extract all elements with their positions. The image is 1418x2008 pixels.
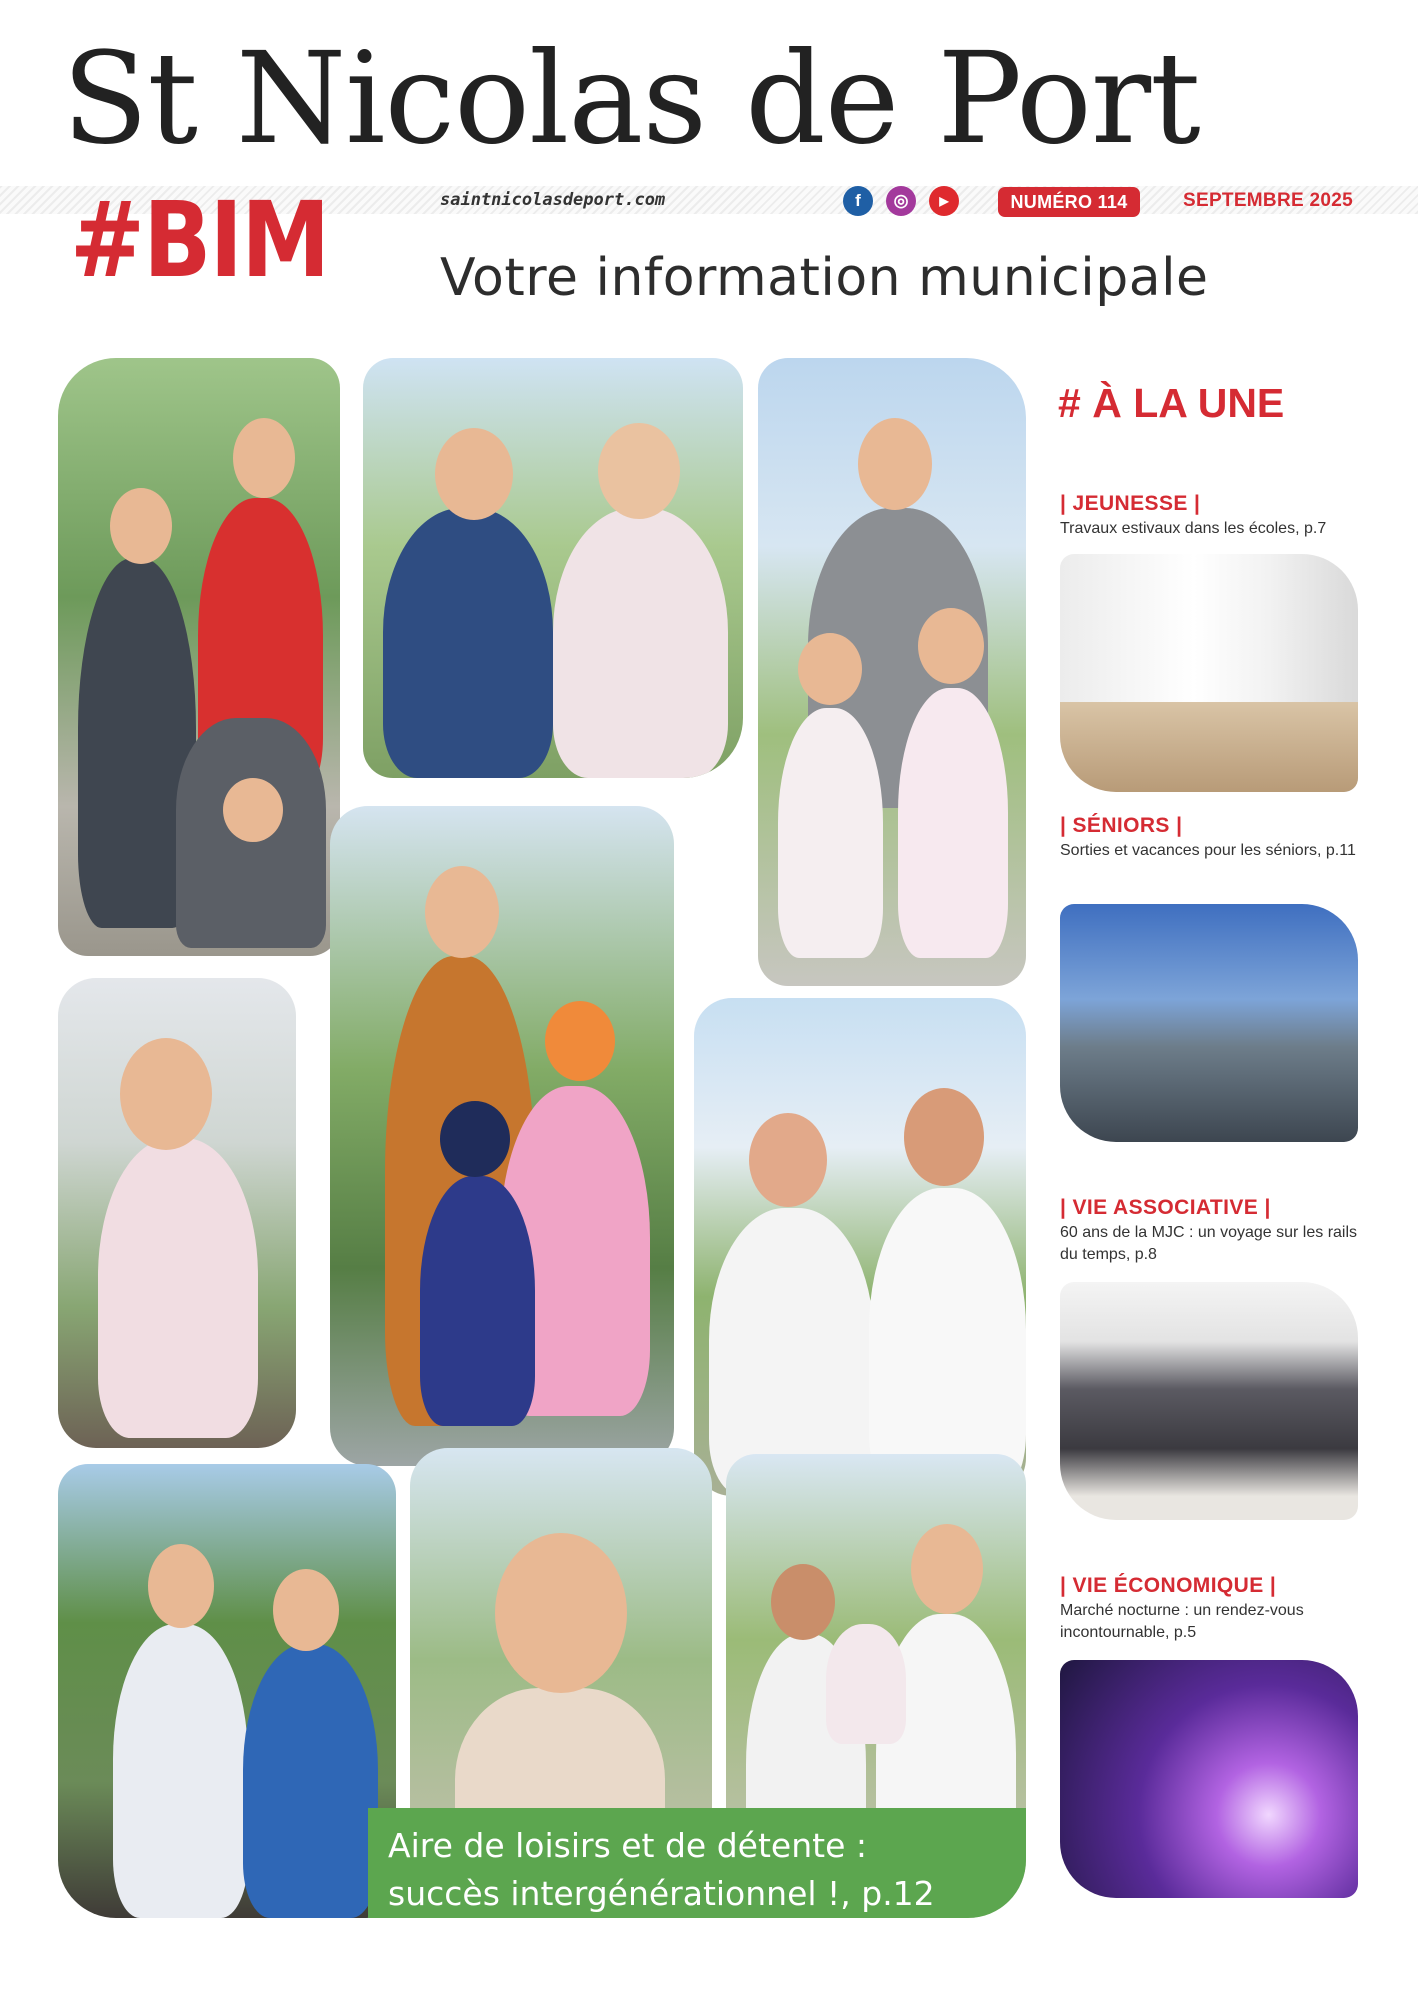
photo-teen-boys-bikes [58, 1464, 396, 1918]
facebook-icon[interactable]: f [843, 186, 873, 216]
photo-senior-couple [363, 358, 743, 778]
social-links [843, 186, 959, 216]
sidebar-image-mjc-celebration [1060, 1282, 1358, 1520]
sidebar-category: | VIE ÉCONOMIQUE | [1060, 1574, 1277, 1597]
tagline: Votre information municipale [440, 248, 1209, 308]
website-link[interactable]: saintnicolasdeport.com [440, 190, 666, 210]
sidebar-item-vie-economique[interactable] [1060, 1574, 1360, 1644]
photo-family-stroller [58, 358, 340, 956]
sidebar-image-school-corridor [1060, 554, 1358, 792]
sidebar-item-vie-associative[interactable] [1060, 1196, 1360, 1266]
sidebar-title: # À LA UNE [1058, 380, 1285, 426]
sidebar-category: | JEUNESSE | [1060, 492, 1201, 515]
masthead [62, 25, 1362, 172]
cover-caption-line1: Aire de loisirs et de détente : [388, 1826, 867, 1865]
cover-photo-collage [58, 358, 1026, 1918]
sidebar-image-night-market [1060, 1660, 1358, 1898]
issue-date: SEPTEMBRE 2025 [1183, 190, 1353, 211]
cover-caption [368, 1808, 1026, 1918]
sidebar-text: 60 ans de la MJC : un voyage sur les rails du temps, p.8 [1060, 1224, 1358, 1263]
sidebar-category: | SÉNIORS | [1060, 814, 1183, 837]
town-title: St Nicolas de Port [62, 25, 1200, 172]
instagram-icon[interactable]: ◎ [886, 186, 916, 216]
sidebar-text: Marché nocturne : un rendez-vous incontournable, p.5 [1060, 1602, 1304, 1641]
sidebar-item-seniors[interactable] [1060, 814, 1360, 862]
photo-teen-girl [58, 978, 296, 1448]
issue-number: NUMÉRO 114 [998, 187, 1140, 217]
sidebar-text: Sorties et vacances pour les séniors, p.11 [1060, 842, 1356, 859]
sidebar-text: Travaux estivaux dans les écoles, p.7 [1060, 520, 1327, 537]
brand-logo: #BIM [70, 179, 329, 301]
sidebar-category: | VIE ASSOCIATIVE | [1060, 1196, 1271, 1219]
youtube-icon[interactable]: ▶ [929, 186, 959, 216]
photo-older-couple-hats [694, 998, 1026, 1496]
cover-caption-line2: succès intergénérationnel !, p.12 [388, 1874, 935, 1913]
photo-mother-children-bikes [330, 806, 674, 1466]
sidebar-image-seniors-group [1060, 904, 1358, 1142]
photo-mother-daughters [758, 358, 1026, 986]
sidebar-item-jeunesse[interactable] [1060, 492, 1360, 540]
